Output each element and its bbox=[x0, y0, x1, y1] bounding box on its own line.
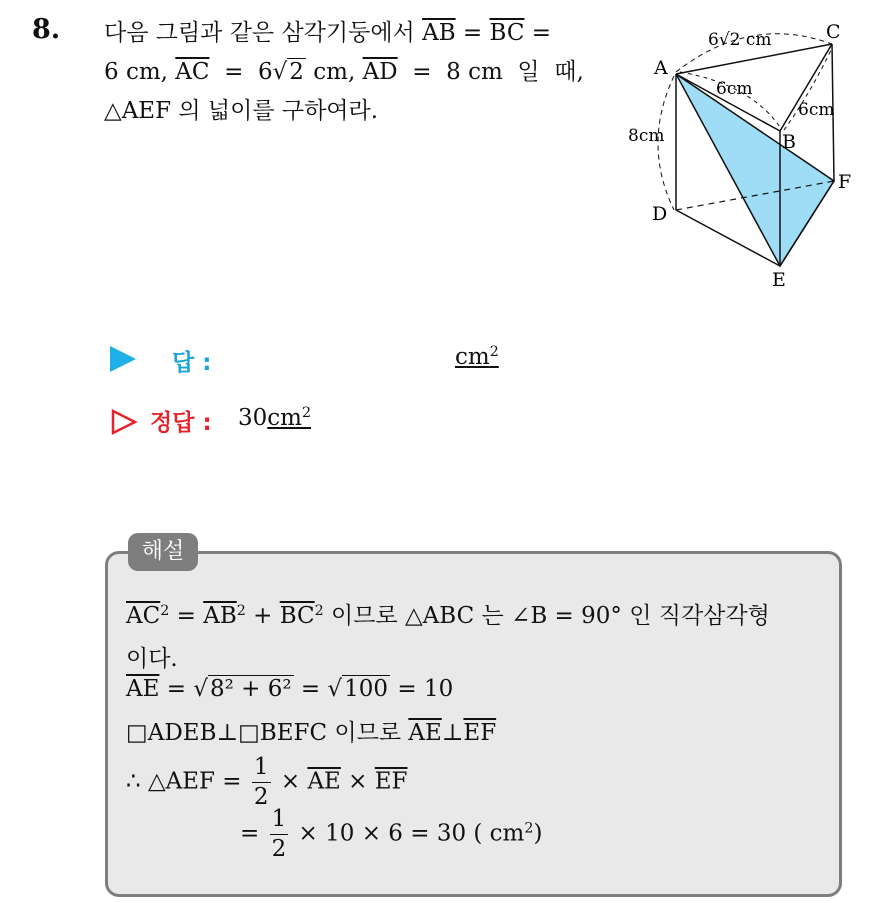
correct-answer-icon bbox=[110, 408, 138, 436]
solution-line-2: 이다. bbox=[126, 646, 178, 672]
answer-play-icon bbox=[110, 346, 136, 372]
solution-line-1: $\overline{AC}^2 = \overline{AB}^2 + \overline{BC}^2$ 이므로 △ABC 는 ∠B = 90° 인 직각삼각형 bbox=[126, 603, 770, 629]
question-line-3: △AEF 의 넓이를 구하여라. bbox=[104, 98, 379, 124]
solution-line-4: □ADEB⊥□BEFC 이므로 $\overline{AE}\perp\overline{EF}$ bbox=[126, 720, 497, 746]
answer-unit: $cm^2$ bbox=[455, 344, 499, 370]
solution-line-5: ∴ △AEF = $\frac{1}{2}$ × $\overline{AE} \times \overline{EF}$ bbox=[126, 754, 408, 810]
vertex-f: F bbox=[838, 171, 852, 193]
solution-line-3: $\overline{AE} = √8^2 + 6^2 = √100 = 10$ bbox=[126, 676, 454, 702]
correct-answer-label: 정답 : bbox=[150, 410, 212, 436]
vertex-a: A bbox=[654, 57, 668, 79]
question-line-2: 6 cm, $\overline{AC} = 6√2$ cm, $\overline{AD} = 8$ cm 일 때, bbox=[104, 59, 584, 85]
question-line-1: 다음 그림과 같은 삼각기둥에서 $\overline{AB} = \overline{BC}$ = bbox=[104, 20, 552, 46]
edge-label-ab: 6cm bbox=[716, 79, 753, 99]
vertex-c: C bbox=[826, 21, 841, 43]
triangular-prism-figure bbox=[620, 14, 865, 294]
solution-tag: 해설 bbox=[128, 533, 198, 571]
edge-label-ad: 8cm bbox=[628, 126, 665, 146]
solution-line-6: = $\frac{1}{2}$ × 10 × 6 = 30 ( $cm^2$) bbox=[240, 806, 543, 862]
edge-label-bc: 6cm bbox=[798, 100, 835, 120]
vertex-b: B bbox=[782, 131, 796, 153]
answer-label: 답 : bbox=[172, 350, 212, 376]
question-number: 8. bbox=[32, 14, 61, 45]
vertex-d: D bbox=[652, 203, 668, 225]
correct-answer-value: $30cm^2$ bbox=[238, 405, 312, 431]
vertex-e: E bbox=[772, 269, 786, 291]
edge-label-ac: 6√2 cm bbox=[708, 30, 772, 50]
